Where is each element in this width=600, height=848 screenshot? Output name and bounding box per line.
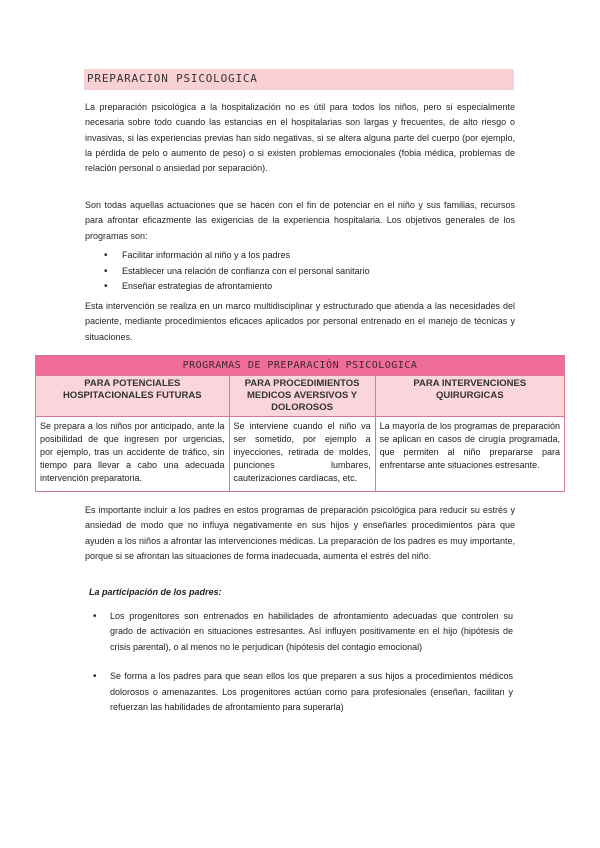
list-item: • Enseñar estrategias de afrontamiento (98, 279, 508, 295)
table-header-cell: PARA PROCEDIMIENTOS MEDICOS AVERSIVOS Y DOLOROSOS (229, 376, 375, 417)
section-heading-bar (84, 69, 514, 90)
programs-table (35, 355, 565, 492)
objectives-list (98, 248, 508, 295)
table-cell: La mayoría de los programas de preparación se aplican en casos de cirugía programada, que permiten al niño prepararse para enfrentarse ante situaciones estresante. (375, 417, 564, 492)
table-row (36, 417, 565, 492)
paragraph-actuaciones: Son todas aquellas actuaciones que se hacen con el fin de potenciar en el niño y sus familias, recursos para afrontar eficazmente las exigencias de la experiencia hospitalaria. Los objetivos generales de los programas son: (85, 200, 515, 241)
participation-list (88, 609, 513, 729)
list-item: • Se forma a los padres para que sean ellos los que preparen a sus hijos a procedimientos médicos dolorosos o amenazantes. Los progenitores actúan como para profesionales (enseñan, facilitan y refuerzan las habilidades de afrontamiento para superarla) (88, 669, 513, 715)
table-header-cell: PARA INTERVENCIONES QUIRURGICAS (375, 376, 564, 417)
section-heading: PREPARACION PSICOLOGICA (87, 72, 258, 85)
table-cell: Se interviene cuando el niño va ser sometido, por ejemplo a inyecciones, retirada de moldes, punciones lumbares, cauterizaciones cardíacas, etc. (229, 417, 375, 492)
paragraph-intervencion: Esta intervención se realiza en un marco multidisciplinar y estructurado que atienda a las necesidades del paciente, mediante procedimientos eficaces aplicados por personal entrenado en el manejo de técnicas y situaciones. (85, 301, 515, 342)
table-title: PROGRAMAS DE PREPARACIÓN PSICOLOGICA (36, 356, 565, 376)
paragraph-intro: La preparación psicológica a la hospitalización no es útil para todos los niños, pero si especialmente necesaria sobre todo cuando las estancias en el hospitalarias son largas y frecuentes, de alto riesgo o invasivas, si las experiencias previas han sido negativas, si se altera alguna parte del cuerpo (por ejemplo, la pérdida de pelo o aumento de peso) o si existen problemas emocionales (fobia médica, problemas de relación personal o ansiedad por separación). (85, 102, 515, 174)
list-item: • Facilitar información al niño y a los padres (98, 248, 508, 264)
paragraph-padres: Es importante incluir a los padres en estos programas de preparación psicológica para reducir su estrés y ansiedad de modo que no influya negativamente en sus hijos y enseñarles procedimientos para que ayuden a los niños a afrontar las intervenciones médicas. La preparación de los padres es muy importante, porque si se afrontan las situaciones de forma inadecuada, aumenta el estrés del niño. (85, 505, 515, 561)
table-cell: Se prepara a los niños por anticipado, ante la posibilidad de que ingresen por urgencias, por ejemplo, tras un accidente de tráfico, sin tiempo para llevar a cabo una adecuada intervención preparatoria. (36, 417, 230, 492)
list-item: • Los progenitores son entrenados en habilidades de afrontamiento adecuadas que controlen su grado de activación en situaciones estresantes. Así influyen positivamente en el hijo (hipótesis de crisis parental), o al menos no le perjudican (hipótesis del contagio emocional) (88, 609, 513, 655)
list-item: • Establecer una relación de confianza con el personal sanitario (98, 264, 508, 280)
subheading-participacion: La participación de los padres: (89, 587, 222, 597)
table-header-cell: PARA POTENCIALES HOSPITACIONALES FUTURAS (36, 376, 230, 417)
